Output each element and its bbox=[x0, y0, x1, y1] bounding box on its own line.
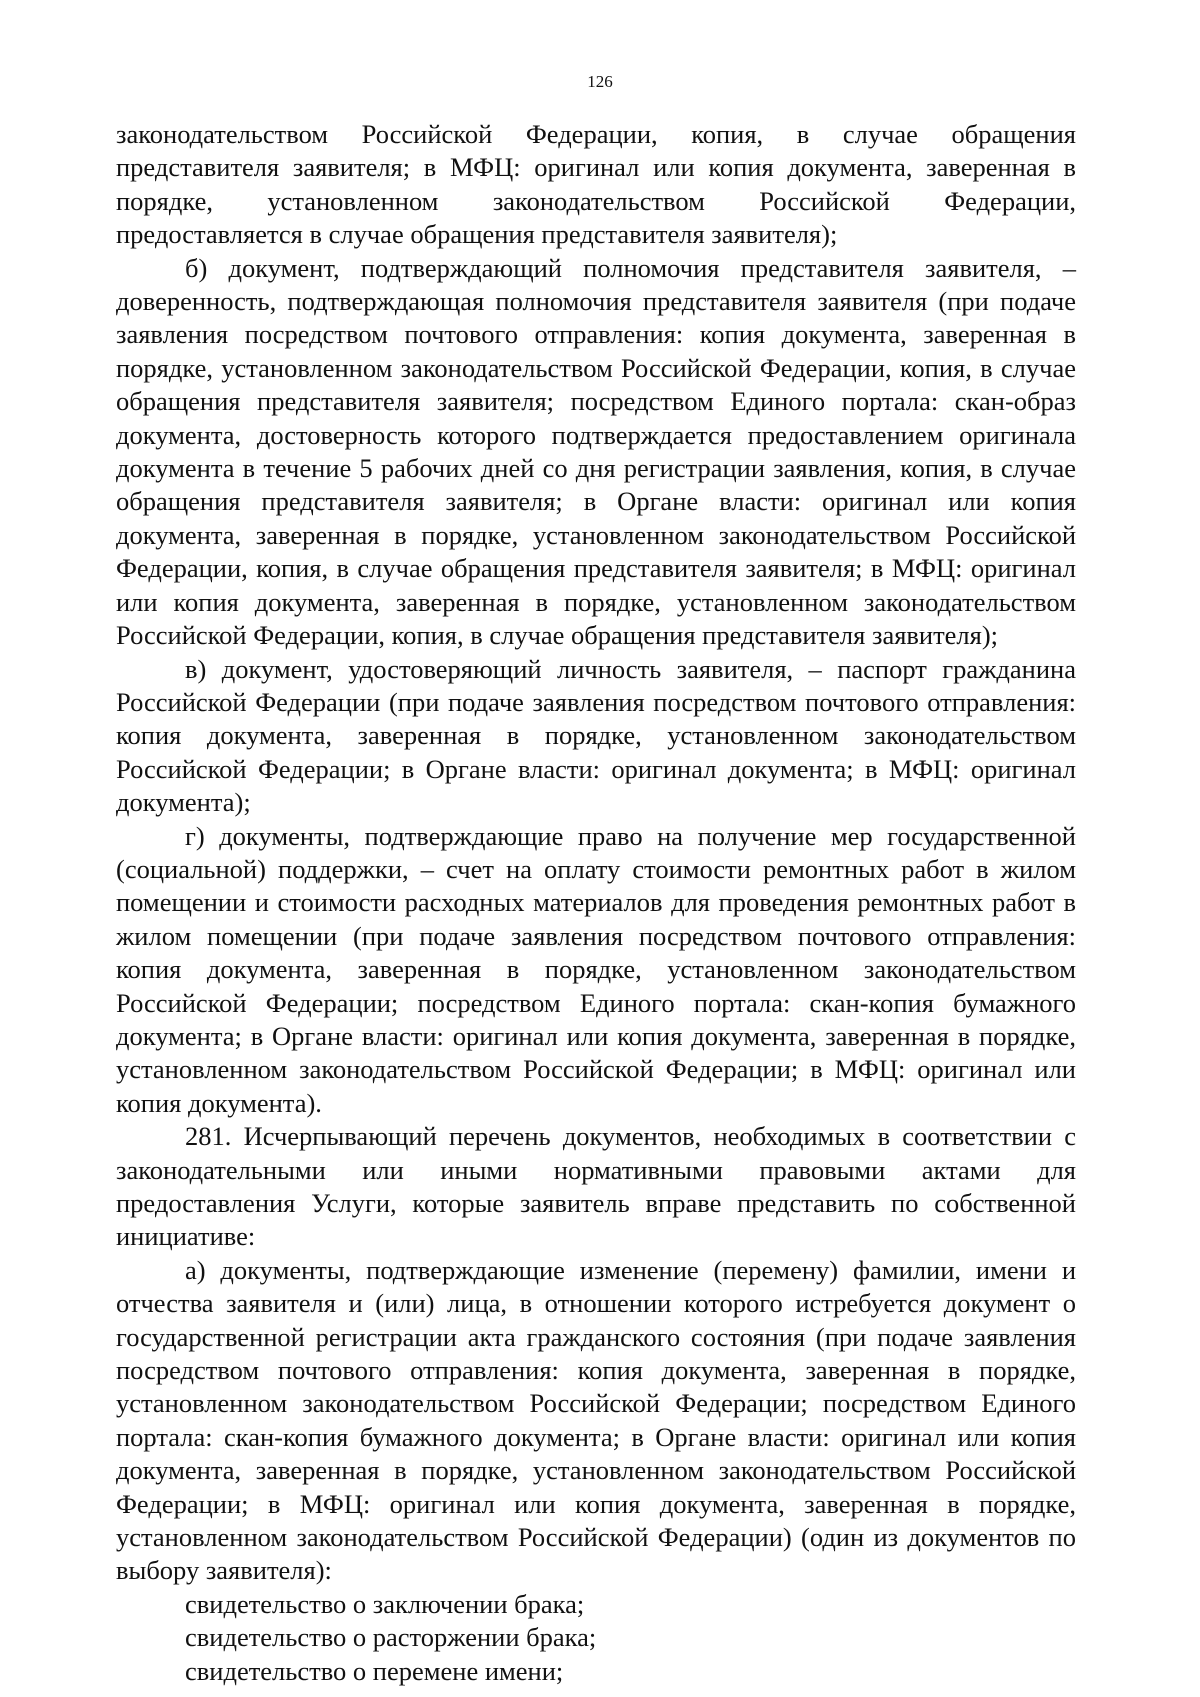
list-item: свидетельство о заключении брака; bbox=[185, 1588, 585, 1619]
paragraph-item-a: а) документы, подтверждающие изменение (перемену) фамилии, имени и отчества заявителя и (или) лица, в отношении которого истребуется документ о государственной регистрации акта гражданского состояния (при подаче заявления посредством почтового отправления: копия документа, заверенная в порядке, установленном законодательством Российской Федерации; посредством Единого портала: скан-копия бумажного документа; в Органе власти: оригинал или копия документа, заверенная в порядке, установленном законодательством Российской Федерации; в МФЦ: оригинал или копия документа, заверенная в порядке, установленном законодательством Российской Федерации) (один из документов по выбору заявителя): bbox=[116, 1254, 1076, 1586]
paragraph-281: 281. Исчерпывающий перечень документов, необходимых в соответствии с законодательными или иными нормативными правовыми актами для предоставления Услуги, которые заявитель вправе представить по собственной инициативе: bbox=[116, 1121, 1076, 1252]
list-item: свидетельство о перемене имени; bbox=[185, 1655, 564, 1686]
document-body bbox=[116, 118, 1076, 1688]
paragraph-continuation: законодательством Российской Федерации, копия, в случае обращения представителя заявителя; в МФЦ: оригинал или копия документа, заверенная в порядке, установленном законодательством Российской Федерации, предоставляется в случае обращения представителя заявителя); bbox=[116, 119, 1076, 250]
page-number: 126 bbox=[587, 72, 613, 91]
paragraph-item-g: г) документы, подтверждающие право на получение мер государственной (социальной) поддержки, – счет на оплату стоимости ремонтных работ в жилом помещении и стоимости расходных материалов для проведения ремонтных работ в жилом помещении (при подаче заявления посредством почтового отправления: копия документа, заверенная в порядке, установленном законодательством Российской Федерации; посредством Единого портала: скан-копия бумажного документа; в Органе власти: оригинал или копия документа, заверенная в порядке, установленном законодательством Российской Федерации; в МФЦ: оригинал или копия документа). bbox=[116, 820, 1076, 1118]
list-item: свидетельство о расторжении брака; bbox=[185, 1622, 597, 1653]
paragraph-item-v: в) документ, удостоверяющий личность заявителя, – паспорт гражданина Российской Федерации (при подаче заявления посредством почтового отправления: копия документа, заверенная в порядке, установленном законодательством Российской Федерации; в Органе власти: оригинал документа; в МФЦ: оригинал документа); bbox=[116, 653, 1076, 818]
paragraph-item-b: б) документ, подтверждающий полномочия представителя заявителя, – доверенность, подтверждающая полномочия представителя заявителя (при подаче заявления посредством почтового отправления: копия документа, заверенная в порядке, установленном законодательством Российской Федерации, копия, в случае обращения представителя заявителя; посредством Единого портала: скан-образ документа, достоверность которого подтверждается предоставлением оригинала документа в течение 5 рабочих дней со дня регистрации заявления, копия, в случае обращения представителя заявителя; в Органе власти: оригинал или копия документа, заверенная в порядке, установленном законодательством Российской Федерации, копия, в случае обращения представителя заявителя; в МФЦ: оригинал или копия документа, заверенная в порядке, установленном законодательством Российской Федерации, копия, в случае обращения представителя заявителя); bbox=[116, 252, 1076, 651]
